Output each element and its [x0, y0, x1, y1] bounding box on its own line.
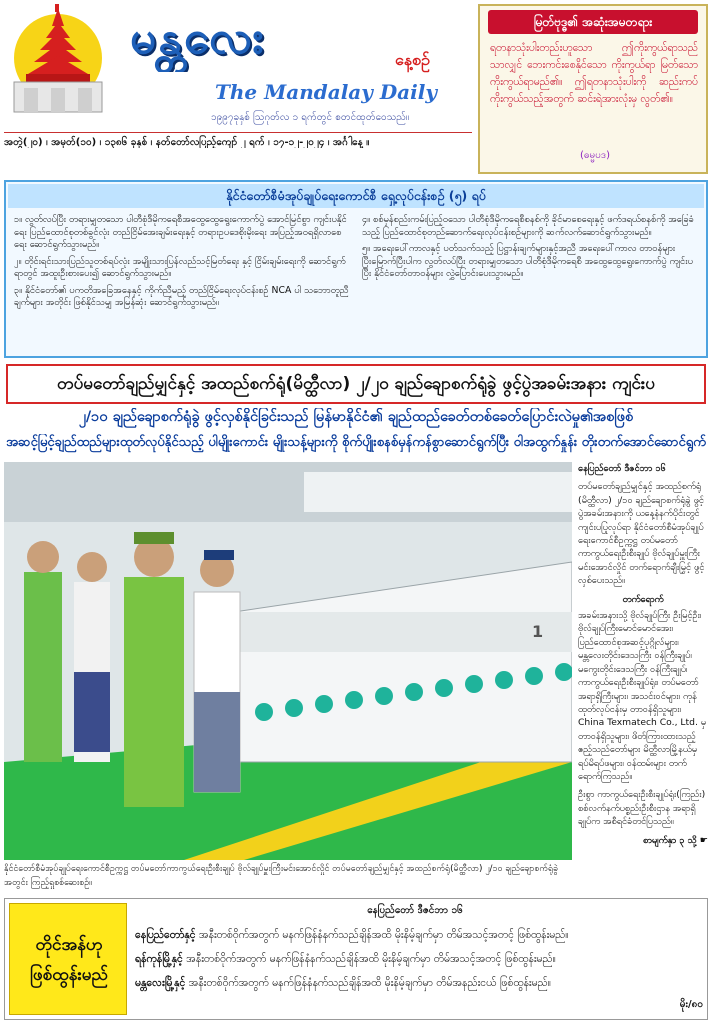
sub-headline-1: ၂/၁၀ ချည်ချောစက်ရုံခွဲ ဖွင့်လှစ်နိုင်ခြင်းသည် မြန်မာနိုင်ငံ၏ ချည်ထည်ခေတ်တစ်ခေတ်ပြောင်းလဲမှု၏အစဖြစ် [78, 409, 634, 425]
forecast-text: အနီးတစ်ဝိုက်အတွက် မနက်ဖြန်နံနက်သည်ချိန်အထိ မိုးနိမ့်ချက်မှာ တိမ်အနည်းငယ် ဖြစ်ထွန်းမည်။ [188, 977, 551, 989]
council-objectives-box [4, 180, 708, 358]
edition-tag: နေ့စဉ် [395, 50, 430, 69]
sub-headline-2: အဆင့်မြင့်ချည်ထည်များထုတ်လုပ်နိုင်သည့် ပါမျိုးကောင်း မျိုးသန့်များကို စိုက်ပျိုးစနစ်မှန်ကန်စွာဆောင်ရွက်ပြီး ဝါအထွက်နှုန်း တိုးတက်အောင်ဆောင်ရွက် [6, 435, 706, 450]
forecast-label: တိုင်အန်ဟု ဖြစ်ထွန်းမည် [30, 935, 108, 985]
main-headline: တပ်မတော်ချည်မျှင်နှင့် အထည်စက်ရုံ(မိတ္ထီလာ) ၂/၂၀ ချည်ချောစက်ရုံခွဲ ဖွင့်ပွဲအခမ်းအနား ကျင်းပ [6, 364, 706, 404]
forecast-line [135, 925, 701, 945]
forecast-city: ရန်ကုန်မြို့နှင့် [135, 953, 183, 965]
story-subhead: တက်ရောက် [622, 593, 664, 605]
masthead-title: မန္တလေး [130, 10, 266, 64]
council-item-num: ၅။ [362, 243, 371, 254]
palace-icon [4, 4, 112, 116]
forecast-label-box [9, 903, 127, 1015]
council-column-right [362, 214, 700, 354]
forecast-text: အနီးတစ်ဝိုက်အတွက် မနက်ဖြန်နံနက်သည်ချိန်အထိ မိုးနိမ့်ချက်မှာ တိမ်အသင့်အတင့် ဖြစ်ထွန်းမည်။ [198, 929, 569, 941]
forecast-line [135, 973, 701, 993]
council-item [14, 256, 354, 281]
council-item-text: အရေးပေါ်ကာလနှင့် ပတ်သက်သည့် ပြဋ္ဌာန်းချက်များနှင့်အညီ အရေးပေါ်ကာလ တာဝန်များပြီးမြောက်ပြီးပါက လွတ်လပ်ပြီး တရားမျှတသော ပါတီစုံဒီမိုကရေစီ အထွေထွေရွေးကောက်ပွဲ ကျင်းပပြီး နိုင်ငံတော်တာဝန်များ လွှဲပြောင်းပေးသွားမည်။ [362, 243, 693, 279]
forecast-line [135, 949, 701, 969]
council-item [14, 285, 354, 310]
council-item [362, 243, 700, 281]
news-story [578, 462, 708, 882]
teaching-reference: (ဓမ္မပဒ) [579, 150, 611, 161]
story-paragraph: အခမ်းအနားသို့ ဗိုလ်ချုပ်ကြီး ဦးမြင့်ဦး၊ ဗိုလ်ချုပ်ကြီးမောင်မောင်အေး၊ ပြည်ထောင်စုအဆင့်ပုဂ္ဂိုလ်များ၊ မန္တလေးတိုင်းဒေသကြီး ဝန်ကြီးချုပ်၊ မကွေးတိုင်းဒေသကြီး ဝန်ကြီးချုပ်၊ ကာကွယ်ရေးဦးစီးချုပ်ရုံး၊ တပ်မတော်အရာရှိကြီးများ၊ အသင်းဝင်များ၊ ကုန်ထုတ်လုပ်ငန်းမှ တာဝန်ရှိသူများ၊ China Texmatech Co., Ltd. မှ တာဝန်ရှိသူများ၊ ဖိတ်ကြားထားသည့် ဧည့်သည်တော်များ မိတ္ထီလာမြို့နယ်မှ ရပ်မိရပ်ဖများ၊ ဝန်ထမ်းများ တက်ရောက်ကြသည်။ [578, 610, 707, 782]
forecast-city: မန္တလေးမြို့နှင့် [135, 977, 186, 989]
story-paragraph: တပ်မတော်ချည်မျှင်နှင့် အထည်စက်ရုံ (မိတ္ထီလာ) ၂/၁၀ ချည်ချောစက်ရုံခွဲ ဖွင့်ပွဲအခမ်းအနားကို ယနေ့နံနက်ပိုင်းတွင် ကျင်းပပြုလုပ်ရာ နိုင်ငံတော်စီမံအုပ်ချုပ်ရေးကောင်စီဥက္ကဋ္ဌ တပ်မတော်ကာကွယ်ရေးဦးစီးချုပ် ဗိုလ်ချုပ်မှူးကြီးမင်းအောင်လှိုင် တက်ရောက်ချီးမြှင့် ဖွင့်လှစ်ပေးသည်။ [578, 481, 705, 587]
established-line: ၁၉၉၇ခုနှစ် ဩဂုတ်လ ၁ ရက်တွင် စတင်ထုတ်ဝေသည်။ [211, 112, 409, 123]
weather-forecast-box [4, 898, 708, 1020]
council-item-text: နိုင်ငံတော်၏ ပကတိအခြေအနေနှင့် ကိုက်ညီမည့် တည်ငြိမ်ရေးလုပ်ငန်းစဉ် NCA ပါ သဘောတူညီချက်များ အတိုင်း ဖြစ်နိုင်သမျှ အမြန်ဆုံး ဆောင်ရွက်သွားမည်။ [14, 284, 349, 308]
council-column-left [14, 214, 354, 354]
teaching-text: ရတနာသုံးပါးတည်းဟူသော ဤကိုးကွယ်ရာသည်သာလျှင် ဘေးကင်းစေနိုင်သော ကိုးကွယ်ရာ မြတ်သောကိုးကွယ်ရာမည်၏။ ဤရတနာသုံးပါးကို ဆည်းကပ်ကိုးကွယ်သည့်အတွက် ဆင်းရဲအားလုံးမှ လွတ်၏။ [490, 42, 698, 105]
photo-caption: နိုင်ငံတော်စီမံအုပ်ချုပ်ရေးကောင်စီဥက္ကဋ္ဌ တပ်မတော်ကာကွယ်ရေးဦးစီးချုပ် ဗိုလ်ချုပ်မှူးကြီးမင်းအောင်လှိုင် တပ်မတော်ချည်မျှင်နှင့် အထည်စက်ရုံ(မိတ္ထီလာ) ၂/၁၀ ချည်ချောစက်ရုံခွဲအတွင်း ကြည့်ရှုစစ်ဆေးစဉ်။ [4, 864, 558, 888]
council-title: နိုင်ငံတော်စီမံအုပ်ချုပ်ရေးကောင်စီ ရှေ့လုပ်ငန်းစဉ် (၅) ရပ် [8, 184, 704, 208]
council-item-num: ၁။ [14, 214, 23, 225]
masthead-english-title: The Mandalay Daily [215, 80, 437, 104]
forecast-city: နေပြည်တော်နှင့် [135, 929, 196, 941]
issue-dateline: အတွဲ(၂၀) ၊ အမှတ်(၁၀) ၊ ၁၃၈၆ ခုနှစ် ၊ နတ်တော်လပြည့်ကျော် ၂ ရက် ၊ ၁၇-၁၂-၂၀၂၄ ၊ အင်္ဂါနေ့ ။ [4, 132, 472, 148]
council-item-text: တိုင်းရင်းသားပြည်သူတစ်ရပ်လုံး အမျိုးသားပြန်လည်သင့်မြတ်ရေး နှင့် ငြိမ်းချမ်းရေးကို ဆောင်ရွက်ရာတွင် အထူးဦးစားပေး၍ ဆောင်ရွက်သွားမည်။ [14, 255, 346, 279]
council-item-num: ၃။ [14, 284, 23, 296]
council-item-text: စစ်မှန်စည်းကမ်းပြည့်ဝသော ပါတီစုံဒီမိုကရေစီစနစ်ကို ခိုင်မာစေရေးနှင့် ဖက်ဒရယ်စနစ်ကို အခြေခံသည့် ပြည်ထောင်စုတည်ဆောက်ရေးလုပ်ငန်းစဉ်များကို ဆက်လက်ဆောင်ရွက်သွားမည်။ [362, 214, 695, 238]
council-item-text: လွတ်လပ်ပြီး တရားမျှတသော ပါတီစုံဒီမိုကရေစီအထွေထွေရွေးကောက်ပွဲ အောင်မြင်စွာ ကျင်းပနိုင်ရေး ပြည်ထောင်စုတစ်ခွင်လုံး တည်ငြိမ်အေးချမ်းရေးနှင့် တရားဥပဒေစိုးမိုးရေး အပြည့်အဝရရှိလာစေရေး ဆောင်ရွက်သွားမည်။ [14, 214, 347, 250]
forecast-code: မိုး/၈၀ [679, 999, 703, 1010]
machine-number: 1 [532, 622, 544, 641]
story-continued[interactable]: စာမျက်နှာ ၃ သို့ ☛ [642, 834, 708, 846]
factory-photo-illustration [4, 462, 572, 860]
council-item-num: ၂။ [14, 255, 22, 267]
forecast-dateline: နေပြည်တော် ဒီဇင်ဘာ ၁၆ [367, 905, 463, 916]
palace-logo [4, 4, 112, 116]
teaching-title: မြတ်ဗုဒ္ဓ၏ အဆုံးအမတရား [488, 10, 698, 34]
forecast-text: အနီးတစ်ဝိုက်အတွက် မနက်ဖြန်နံနက်သည်ချိန်အထိ မိုးနိမ့်ချက်မှာ တိမ်အသင့်အတင့် ဖြစ်ထွန်းမည်။ [186, 953, 556, 965]
council-item [14, 214, 354, 252]
buddha-teaching-box [478, 4, 708, 174]
council-item-num: ၄။ [362, 214, 371, 225]
council-item [362, 214, 700, 239]
factory-photo [4, 462, 572, 860]
story-dateline: နေပြည်တော် ဒီဇင်ဘာ ၁၆ [578, 463, 666, 474]
story-paragraph: ဦးစွာ ကာကွယ်ရေးဦးစီးချုပ်ရုံး(ကြည်း) စစ်လက်နက်ပစ္စည်းဦးစီးဌာန အရာရှိချုပ်က အစီရင်ခံတင်ပြသည်။ [578, 789, 706, 828]
